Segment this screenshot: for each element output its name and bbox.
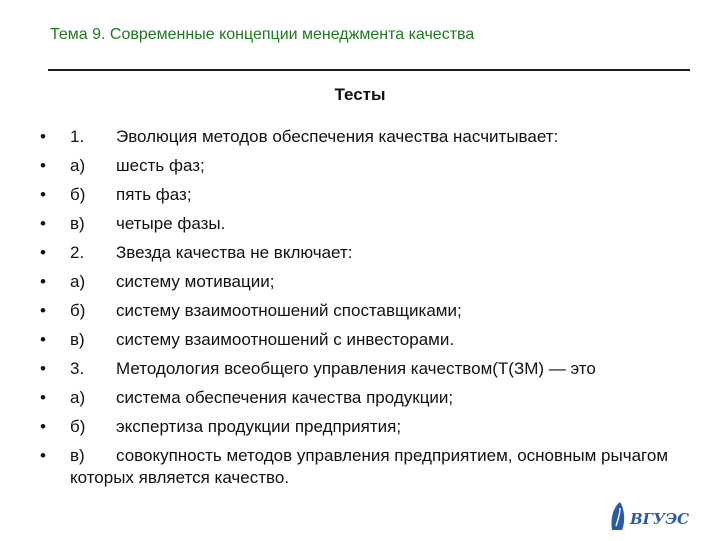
list-item — [40, 242, 700, 264]
bullet-icon: • — [40, 156, 46, 175]
bullet-icon: • — [40, 359, 46, 378]
item-text: систему взаимоотношений с инвесторами. — [116, 330, 455, 349]
bullet-icon: • — [40, 243, 46, 262]
item-text: систему взаимоотношений споставщиками; — [116, 301, 462, 320]
list-item — [40, 184, 700, 206]
test-question-list — [40, 126, 700, 496]
list-item — [40, 155, 700, 177]
bullet-icon: • — [40, 272, 46, 291]
item-text: систему мотивации; — [116, 272, 275, 291]
list-item — [40, 300, 700, 322]
slide-topic-title: Тема 9. Современные концепции менеджмента качества — [50, 26, 475, 43]
item-text: пять фаз; — [116, 185, 192, 204]
section-title: Тесты — [334, 85, 386, 104]
item-marker: а) — [70, 272, 86, 291]
item-text: Методология всеобщего управления качеством(Т(ЗМ) — это — [116, 359, 596, 378]
bullet-icon: • — [40, 388, 46, 407]
bullet-icon: • — [40, 185, 46, 204]
bullet-icon: • — [40, 417, 46, 436]
header-divider — [48, 69, 690, 71]
item-text: экспертиза продукции предприятия; — [116, 417, 402, 436]
item-marker: а) — [70, 388, 86, 407]
item-marker: в) — [70, 330, 85, 349]
item-marker: 1. — [70, 127, 85, 146]
item-text: четыре фазы. — [116, 214, 226, 233]
list-item — [40, 358, 700, 380]
logo-text: ВГУЭС — [630, 510, 690, 528]
item-marker: 3. — [70, 359, 85, 378]
item-text: совокупность методов управления предприятием, основным рычагом которых является качество. — [70, 446, 669, 487]
list-item — [40, 329, 700, 351]
item-marker: б) — [70, 417, 86, 436]
item-text: шесть фаз; — [116, 156, 205, 175]
bullet-icon: • — [40, 446, 46, 465]
item-marker: в) — [70, 214, 85, 233]
item-text: Звезда качества не включает: — [116, 243, 353, 262]
list-item — [40, 271, 700, 293]
list-item — [40, 416, 700, 438]
bullet-icon: • — [40, 127, 46, 146]
list-item — [40, 445, 700, 489]
university-logo-icon — [606, 496, 690, 536]
item-marker: а) — [70, 156, 86, 175]
list-item — [40, 213, 700, 235]
list-item — [40, 126, 700, 148]
item-marker: в) — [70, 446, 85, 465]
bullet-icon: • — [40, 330, 46, 349]
bullet-icon: • — [40, 301, 46, 320]
item-marker: 2. — [70, 243, 85, 262]
list-item — [40, 387, 700, 409]
item-marker: б) — [70, 185, 86, 204]
bullet-icon: • — [40, 214, 46, 233]
item-marker: б) — [70, 301, 86, 320]
item-text: система обеспечения качества продукции; — [116, 388, 454, 407]
item-text: Эволюция методов обеспечения качества насчитывает: — [116, 127, 559, 146]
